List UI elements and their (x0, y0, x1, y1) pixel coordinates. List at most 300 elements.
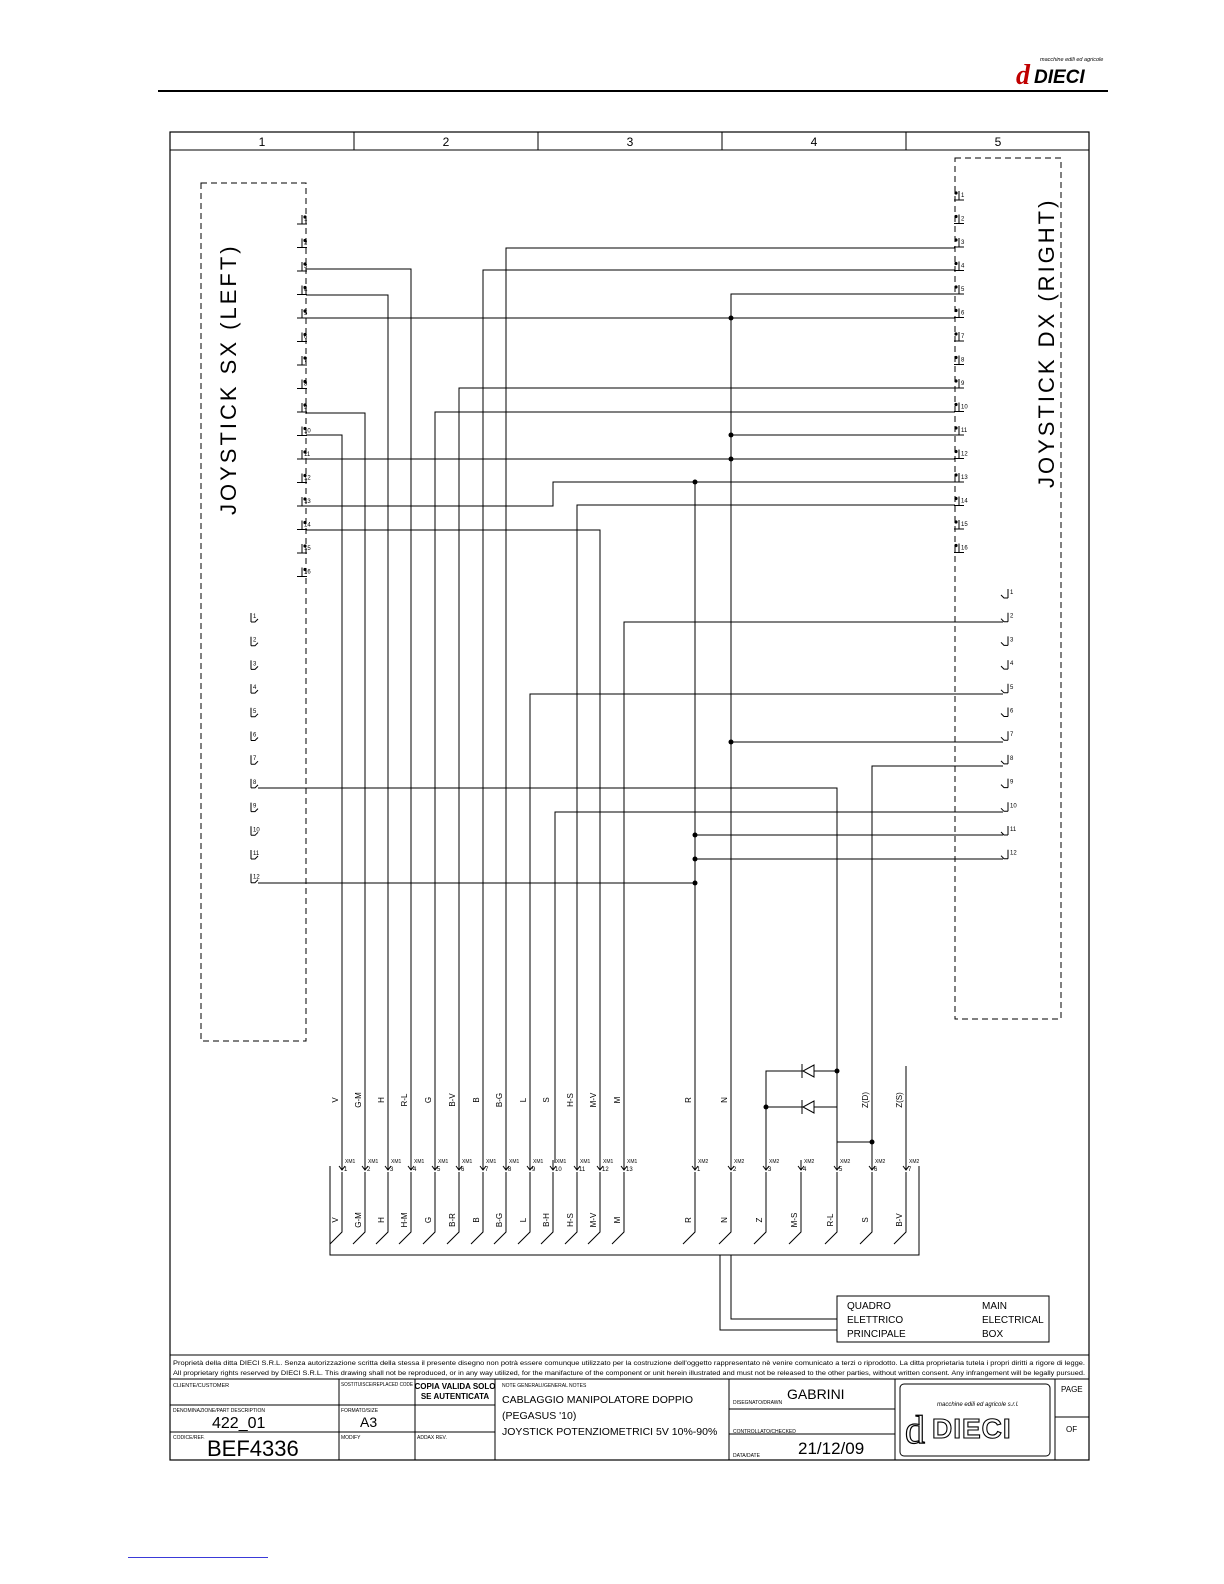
right-plug-pins (1001, 589, 1017, 859)
wire-color-label: B-H (542, 1213, 551, 1227)
xm-pin-number: 3 (768, 1167, 772, 1173)
wire-color-label: R-L (826, 1213, 835, 1227)
title-block-text (173, 1360, 1085, 1461)
plug-pin (1001, 684, 1014, 693)
joystick-pin (954, 309, 965, 318)
pin-number: 1 (253, 614, 257, 620)
wire (258, 788, 837, 1142)
wire-color-label: S (861, 1217, 870, 1223)
wire-color-label: S (542, 1097, 551, 1103)
pin-number: 11 (304, 452, 311, 458)
pin-number: 15 (304, 546, 311, 552)
wire-color-label: B (472, 1217, 481, 1223)
logo-name: DIECI (1034, 67, 1085, 88)
wire-color-label: L (519, 1097, 528, 1103)
joystick-pin (954, 332, 965, 341)
joystick-pin (954, 191, 965, 200)
wire-color-label: B-G (495, 1092, 504, 1108)
xm-pin-number: 6 (874, 1167, 878, 1173)
plug-pin (251, 850, 260, 859)
pin-dot (954, 285, 957, 288)
xm-pin (432, 1159, 449, 1173)
diode-body (803, 1101, 814, 1113)
junction-dot (729, 740, 734, 745)
wire-color-label: M-V (589, 1212, 598, 1228)
joystick-pin (297, 544, 311, 553)
xm-pin-number: 11 (579, 1167, 586, 1173)
plug-pin (251, 708, 258, 717)
plug-pin (1001, 779, 1014, 788)
pin-number: 14 (961, 498, 968, 505)
panel-box-labels (847, 1301, 1044, 1340)
logo-d: d (905, 1407, 925, 1452)
plug-pin (251, 755, 258, 764)
pin-number: 6 (253, 732, 257, 739)
pin-number: 1 (961, 193, 965, 199)
wire-color-label: L (519, 1217, 528, 1223)
wire (731, 294, 955, 1163)
xm-pin-name: XM2 (875, 1159, 886, 1165)
lead-wire (612, 1172, 624, 1244)
part-desc: 422_01 (212, 1415, 266, 1432)
xm-pin-number: 7 (908, 1167, 912, 1173)
pin-number: 6 (961, 310, 965, 317)
pin-dot (954, 520, 957, 523)
pin-number: 12 (304, 475, 311, 482)
pin-number: 5 (253, 708, 257, 715)
drawn-value: GABRINI (787, 1386, 845, 1402)
xm-pin (869, 1159, 886, 1173)
pin-dot (954, 426, 957, 429)
pin-number: 10 (961, 404, 968, 411)
joystick-pin (297, 474, 311, 483)
pin-number: 10 (1010, 803, 1017, 810)
wire-color-label: M (613, 1096, 622, 1104)
joystick-pin (297, 427, 311, 436)
xm-pin-name: XM1 (438, 1159, 449, 1165)
pin-number: 12 (961, 451, 968, 458)
junction-dot (693, 833, 698, 838)
joystick-pin (954, 520, 968, 529)
pin-number: 5 (304, 311, 308, 317)
plug-pin (251, 684, 258, 693)
joystick-pin (954, 450, 968, 459)
pin-dot (954, 215, 957, 218)
pin-number: 6 (1010, 708, 1014, 715)
plug-pin (251, 826, 260, 835)
junction-dot (729, 433, 734, 438)
joystick-pin (297, 286, 308, 295)
pin-dot (954, 544, 957, 547)
grid-col-label: 4 (810, 135, 818, 149)
plug-pin (1001, 660, 1014, 669)
wire (577, 505, 955, 1163)
xm-pin-number: 7 (485, 1167, 489, 1173)
pin-number: 11 (961, 428, 968, 434)
pin-number: 16 (961, 545, 968, 552)
xm-pin (621, 1159, 638, 1173)
pin-number: 9 (253, 803, 257, 810)
junction-dot (835, 1069, 840, 1074)
code-label: CODICE/REF. (173, 1435, 205, 1441)
joystick-pin (297, 568, 311, 577)
part-desc-label: DENOMINAZIONE/PART DESCRIPTION (173, 1408, 265, 1414)
wire (872, 766, 1003, 1163)
pin-dot (954, 332, 957, 335)
wire-color-label: G-M (354, 1092, 363, 1108)
wires (258, 248, 1003, 1163)
pin-dot (954, 450, 957, 453)
joystick-right-pins (954, 191, 968, 553)
xm-pin (527, 1159, 544, 1173)
wire-color-label: V (331, 1217, 340, 1223)
valid-copy-line2: SE AUTENTICATA (420, 1392, 490, 1401)
grid-column-labels (259, 135, 1002, 149)
wire-color-label: Z(S) (895, 1092, 904, 1108)
date-value: 21/12/09 (798, 1439, 865, 1458)
pin-number: 15 (961, 522, 968, 528)
pin-arrow (1001, 714, 1008, 717)
wire-color-label: B-G (495, 1212, 504, 1228)
lead-wire (494, 1172, 506, 1244)
wire-color-label: H (377, 1217, 386, 1223)
lead-wire (471, 1172, 483, 1244)
wire-color-label: H-S (566, 1213, 575, 1227)
joystick-pin (954, 285, 965, 294)
xm-pin-name: XM2 (734, 1159, 745, 1165)
joystick-pin (297, 309, 308, 318)
xm-pin-name: XM1 (368, 1159, 379, 1165)
pin-number: 1 (304, 217, 308, 223)
pin-number: 9 (1010, 779, 1014, 786)
joystick-right-label: JOYSTICK DX (RIGHT) (1034, 197, 1059, 488)
lead-wire (423, 1172, 435, 1244)
wire-color-label: R-L (400, 1093, 409, 1107)
of-label: OF (1066, 1425, 1078, 1434)
xm-pin (903, 1159, 920, 1173)
wire-color-label: N (720, 1097, 729, 1103)
xm-pin (385, 1159, 402, 1173)
replaced-label: SOSTITUISCE/REPLACED CODE (341, 1382, 414, 1388)
pin-number: 4 (253, 685, 257, 692)
drawn-label: DISEGNATO/DRAWN (733, 1400, 783, 1406)
joystick-pin (954, 426, 968, 435)
xm-pin-name: XM1 (486, 1159, 497, 1165)
lead-wire (376, 1172, 388, 1244)
wire-color-label: B-V (448, 1093, 457, 1107)
xm-pin (834, 1159, 851, 1173)
pin-number: 16 (304, 569, 311, 576)
wire (624, 622, 1003, 1163)
xm-pin-number: 2 (367, 1167, 371, 1173)
wire (459, 388, 955, 1163)
plug-pin (1001, 755, 1014, 764)
disclaimer-it: Proprietà della ditta DIECI S.R.L. Senza autorizzazione scritta della stessa il presente disegno non potrà essere comunque utilizzato per la costruzione dell'oggetto rappresentato nè venire comunicato a terzi o riprodotto. La ditta proprietaria tutela i propri diritti a rigore di legge. (173, 1360, 1086, 1367)
xm-pin (408, 1159, 425, 1173)
pin-number: 14 (304, 522, 311, 529)
pin-number: 1 (1010, 590, 1014, 596)
xm-pin (339, 1159, 356, 1173)
xm-pin-number: 5 (437, 1167, 441, 1173)
lead-wire (789, 1172, 801, 1244)
pin-number: 7 (1010, 732, 1014, 739)
drawing-frame (170, 132, 1089, 1460)
pin-number: 10 (304, 428, 311, 435)
pin-number: 6 (304, 334, 308, 341)
wire (306, 482, 955, 506)
joystick-pin (954, 544, 968, 553)
joystick-pin (954, 379, 965, 388)
plug-pin (1001, 636, 1014, 645)
pin-number: 10 (253, 827, 260, 834)
xm-pin-number: 1 (344, 1167, 348, 1173)
lead-wire (754, 1172, 766, 1244)
pin-dot (954, 403, 957, 406)
plug-pin (1001, 850, 1017, 859)
notes-label: NOTE GENERALI/GENERAL NOTES (502, 1383, 587, 1389)
panel-label-en: BOX (982, 1329, 1004, 1340)
pin-number: 7 (304, 358, 308, 364)
xm-pin-number: 4 (413, 1167, 417, 1173)
wire-color-label: R (684, 1097, 693, 1103)
pin-number: 9 (961, 381, 965, 387)
pin-number: 4 (961, 263, 965, 270)
pin-number: 2 (304, 240, 308, 247)
plug-pin (1001, 613, 1014, 622)
pin-dot (954, 238, 957, 241)
xm-pin-number: 13 (626, 1167, 633, 1173)
junction-dot (693, 480, 698, 485)
xm-pin-name: XM2 (909, 1159, 920, 1165)
pin-number: 3 (253, 661, 257, 668)
xm-pin-name: XM2 (804, 1159, 815, 1165)
wire-color-label: H-S (566, 1093, 575, 1107)
xm-pin-number: 8 (508, 1167, 512, 1173)
pin-dot (954, 497, 957, 500)
pin-number: 2 (253, 637, 257, 644)
joystick-pin (297, 450, 311, 459)
xm-pin-number: 9 (532, 1167, 536, 1173)
xm-pin-name: XM1 (580, 1159, 591, 1165)
joystick-left-label: JOYSTICK SX (LEFT) (216, 243, 241, 515)
wire-color-label: V (331, 1097, 340, 1103)
pin-arrow (1001, 808, 1008, 811)
xm-pin (480, 1159, 497, 1173)
pin-number: 8 (1010, 755, 1014, 762)
wire-labels-upper (331, 1092, 904, 1108)
wire (483, 270, 955, 1163)
customer-label: CLIENTE/CUSTOMER (173, 1383, 230, 1389)
wire (306, 435, 342, 1163)
pin-arrow (1001, 737, 1008, 740)
pin-dot (954, 309, 957, 312)
pin-number: 12 (253, 874, 260, 881)
pin-arrow (1001, 761, 1008, 764)
wire (306, 295, 388, 1163)
code-value: BEF4336 (207, 1436, 299, 1461)
pin-arrow (1001, 690, 1008, 693)
joystick-pin (297, 356, 308, 365)
pin-number: 8 (304, 381, 308, 388)
wire-color-label: G (424, 1096, 433, 1104)
wire-color-label: B-V (895, 1213, 904, 1227)
wire-color-label: G (424, 1216, 433, 1224)
panel-label-en: MAIN (982, 1301, 1007, 1312)
xm-pin-name: XM1 (462, 1159, 473, 1165)
diode-body (803, 1065, 814, 1077)
xm-pin-name: XM1 (533, 1159, 544, 1165)
xm-pin (456, 1159, 473, 1173)
size-label: FORMATO/SIZE (341, 1408, 379, 1414)
xm-pin (798, 1159, 815, 1173)
lead-wire (894, 1172, 906, 1244)
junction-dot (693, 857, 698, 862)
wire (555, 812, 1003, 1163)
pin-number: 8 (253, 779, 257, 786)
plug-pin (1001, 802, 1017, 811)
left-plug-pins (251, 613, 260, 883)
junction-dot (729, 316, 734, 321)
wire (306, 530, 600, 1163)
xm-pin (550, 1159, 567, 1173)
plug-pin (1001, 826, 1017, 835)
harness-branch (731, 1255, 837, 1319)
plug-pin (251, 613, 258, 622)
pin-arrow (1001, 619, 1008, 622)
footer-link-underline (128, 1557, 268, 1558)
panel-label-it: ELETTRICO (847, 1315, 904, 1326)
note-line: CABLAGGIO MANIPOLATORE DOPPIO (502, 1394, 693, 1406)
xm-pin (728, 1159, 745, 1173)
xm-pin (574, 1159, 591, 1173)
wire-color-label: N (720, 1217, 729, 1223)
joystick-pin (297, 333, 308, 342)
xm-pin-name: XM1 (345, 1159, 356, 1165)
joystick-pin (954, 238, 965, 247)
xm-pin (503, 1159, 520, 1173)
xm-pin-name: XM1 (603, 1159, 614, 1165)
wire-labels-lower (331, 1212, 904, 1228)
plug-pin (1001, 589, 1014, 598)
wire (766, 1071, 837, 1163)
logo-tagline: macchine edili ed agricole s.r.l. (937, 1402, 1019, 1408)
pin-number: 7 (253, 756, 257, 763)
lead-wire (447, 1172, 459, 1244)
plug-pin (251, 874, 260, 883)
xm-pin-number: 1 (697, 1167, 701, 1173)
plug-pin (1001, 731, 1014, 740)
rev-label: ADDAX REV. (417, 1435, 447, 1441)
lead-wire (719, 1172, 731, 1244)
pin-dot (954, 356, 957, 359)
pin-arrow (1001, 856, 1008, 859)
pin-dot (954, 379, 957, 382)
diode (802, 1100, 814, 1114)
xm-pin (692, 1159, 709, 1173)
lead-wire (860, 1172, 872, 1244)
lead-wire (353, 1172, 365, 1244)
plug-pin (251, 803, 258, 812)
pin-arrow (1001, 666, 1008, 669)
joystick-pin (954, 497, 968, 506)
grid-col-label: 1 (258, 135, 266, 149)
junction-dot (729, 457, 734, 462)
checked-label: CONTROLLATO/CHECKED (733, 1429, 796, 1435)
xm-pin-name: XM1 (414, 1159, 425, 1165)
note-line: (PEGASUS '10) (502, 1410, 577, 1422)
wire-color-label: G-M (354, 1212, 363, 1228)
xm-pin-name: XM1 (391, 1159, 402, 1165)
junction-dot (693, 881, 698, 886)
lead-wire (683, 1172, 695, 1244)
panel-label-it: QUADRO (847, 1301, 891, 1312)
xm-pin-name: XM1 (627, 1159, 638, 1165)
lead-wire (565, 1172, 577, 1244)
pin-number: 7 (961, 334, 965, 340)
pin-number: 9 (304, 405, 308, 411)
pin-number: 3 (1010, 637, 1014, 644)
plug-pin (251, 732, 258, 741)
pin-number: 12 (1010, 850, 1017, 857)
pin-number: 13 (961, 475, 968, 481)
joystick-pin (297, 215, 308, 224)
xm-pin-number: 4 (803, 1167, 807, 1173)
pin-number: 2 (1010, 613, 1014, 620)
wire-color-label: B-R (448, 1213, 457, 1227)
joystick-pin (297, 497, 311, 506)
wire-color-label: M-S (790, 1212, 799, 1228)
pin-dot (954, 473, 957, 476)
plug-pin (1001, 708, 1014, 717)
joystick-pin (297, 521, 311, 530)
grid-col-label: 3 (626, 135, 634, 149)
wire (306, 269, 411, 1163)
logo-tagline: macchine edili ed agricole (1040, 57, 1104, 63)
panel-label-en: ELECTRICAL (982, 1315, 1044, 1326)
lead-wire (825, 1172, 837, 1244)
lead-wire (518, 1172, 530, 1244)
valid-copy-line1: COPIA VALIDA SOLO (414, 1382, 496, 1391)
dieci-logo-title-block (900, 1384, 1050, 1456)
xm-pin-name: XM2 (840, 1159, 851, 1165)
joystick-pin (954, 356, 965, 365)
xm-pin (763, 1159, 780, 1173)
date-label: DATA/DATE (733, 1453, 760, 1459)
pin-number: 5 (1010, 684, 1014, 691)
grid-col-label: 2 (442, 135, 450, 149)
pin-number: 4 (1010, 661, 1014, 668)
pin-arrow (1001, 785, 1008, 788)
xm-pin-name: XM2 (698, 1159, 709, 1165)
wire-color-label: H (377, 1097, 386, 1103)
wire-color-label: B (472, 1097, 481, 1103)
joystick-pin (297, 380, 308, 389)
plug-pin (251, 660, 258, 669)
panel-label-it: PRINCIPALE (847, 1329, 906, 1340)
joystick-pin (954, 215, 965, 224)
xm-pin-number: 3 (390, 1167, 394, 1173)
joystick-pin (297, 239, 308, 248)
pin-arrow (1001, 642, 1008, 645)
pin-number: 4 (304, 287, 308, 294)
lead-wire (399, 1172, 411, 1244)
junctions (693, 316, 875, 1145)
pin-number: 11 (253, 851, 260, 857)
junction-dot (764, 1105, 769, 1110)
pin-number: 13 (304, 499, 311, 505)
size-value: A3 (360, 1414, 378, 1430)
pin-number: 3 (304, 264, 308, 270)
